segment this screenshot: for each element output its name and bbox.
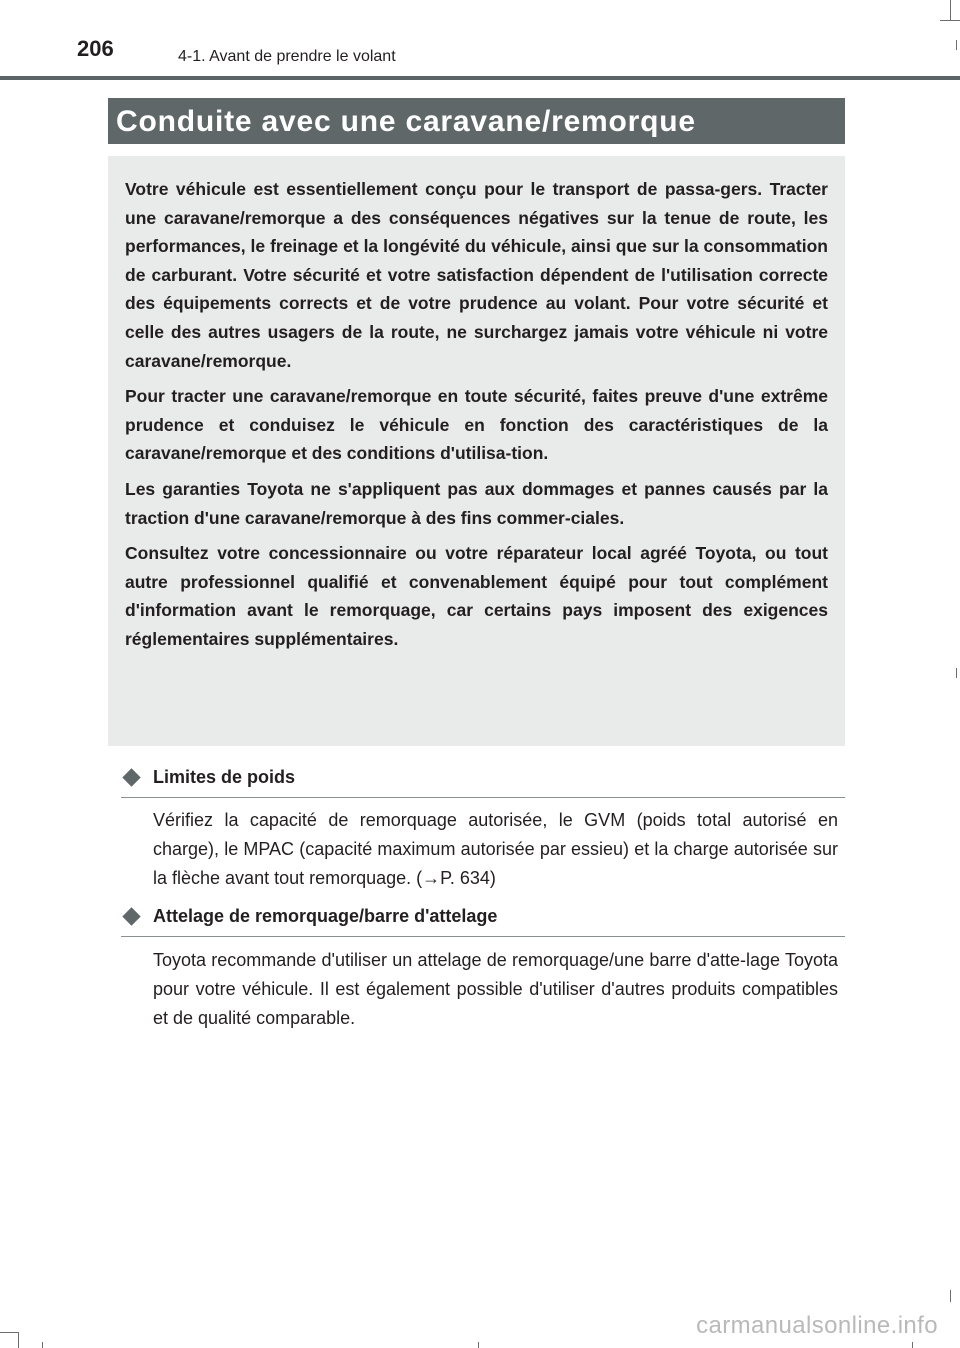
header-divider	[0, 76, 960, 80]
page-title: Conduite avec une caravane/remorque	[116, 105, 696, 138]
title-bar	[108, 98, 845, 144]
section-heading-towing-hitch	[121, 896, 845, 937]
section-heading-label: Limites de poids	[153, 767, 296, 787]
intro-paragraph: Les garanties Toyota ne s'appliquent pas aux dommages et pannes causés par la traction d'une caravane/remorque à des fins commer-ciales.	[125, 478, 828, 528]
crop-mark	[478, 1342, 479, 1348]
section-breadcrumb: 4-1. Avant de prendre le volant	[178, 48, 396, 65]
page-number: 206	[77, 36, 114, 61]
crop-mark	[42, 1342, 43, 1348]
footer-watermark: carmanualsonline.info	[696, 1312, 938, 1339]
crop-mark	[940, 20, 960, 21]
intro-paragraph: Pour tracter une caravane/remorque en toute sécurité, faites preuve d'une extrême prudence et conduisez le véhicule en fonction des caractéristiques de la caravane/remorque et des conditions d'utilisa-tion.	[125, 386, 828, 464]
crop-mark	[912, 1342, 913, 1348]
intro-paragraph: Votre véhicule est essentiellement conçu pour le transport de passa-gers. Tracter une caravane/remorque a des conséquences négatives sur la tenue de route, les performances, le freinage et la longévité du véhicule, ainsi que sur la consommation de carburant. Votre sécurité et votre satisfaction dépendent de l'utilisation correcte des équipements corrects et de votre prudence au volant. Pour votre sécurité et celle des autres usagers de la route, ne surchargez jamais votre véhicule ni votre caravane/remorque.	[125, 179, 828, 371]
crop-mark	[950, 0, 951, 20]
crop-mark	[0, 1332, 18, 1333]
section-body-weight-limits: Vérifiez la capacité de remorquage autorisée, le GVM (poids total autorisé en charge), le MPAC (capacité maximum autorisée par essieu) et la charge autorisée sur la flèche avant tout remorquage. (→P. 634)	[153, 810, 838, 888]
section-heading-label: Attelage de remorquage/barre d'attelage	[153, 906, 498, 926]
intro-paragraph: Consultez votre concessionnaire ou votre réparateur local agréé Toyota, ou tout autre professionnel qualifié et convenablement équipé pour tout complément d'information avant le remorquage, car certains pays imposent des exigences réglementaires supplémentaires.	[125, 543, 828, 649]
crop-mark	[950, 1290, 951, 1302]
intro-box	[108, 156, 845, 746]
diamond-bullet-icon	[122, 768, 140, 786]
diamond-bullet-icon	[122, 907, 140, 925]
crop-mark	[956, 40, 957, 50]
section-heading-weight-limits	[121, 757, 845, 798]
section-body-towing-hitch: Toyota recommande d'utiliser un attelage de remorquage/une barre d'atte-lage Toyota pour votre véhicule. Il est également possible d'utiliser d'autres produits compatibles et de qualité comparable.	[153, 950, 838, 1028]
crop-mark	[18, 1332, 19, 1348]
crop-mark	[956, 668, 957, 678]
